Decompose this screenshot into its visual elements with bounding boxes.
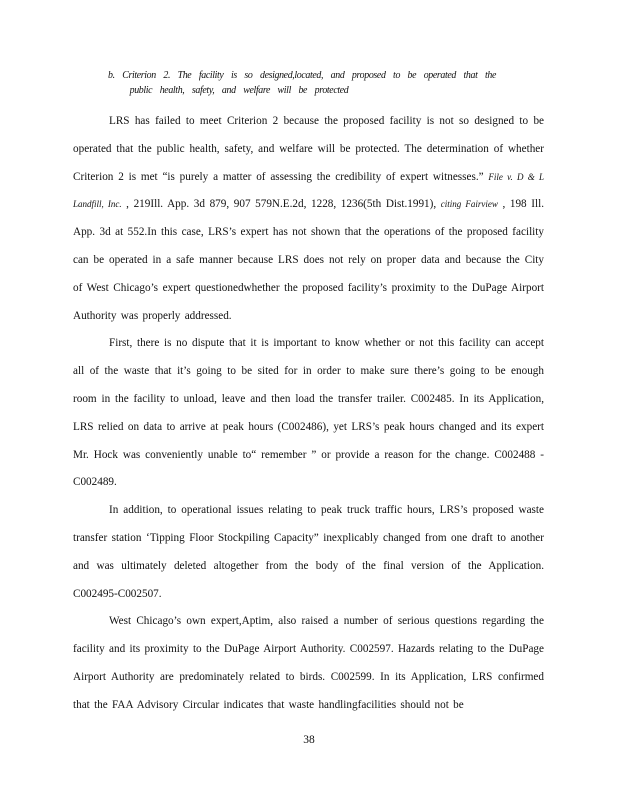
- heading-line-1: b. Criterion 2. The facility is so designed,located, and proposed to be operated that the: [108, 69, 497, 81]
- section-heading: [108, 68, 504, 98]
- case-citation-citing-fairview: citing Fairview: [440, 199, 498, 210]
- paragraph-1-text-b: , 219Ill. App. 3d 879, 907 579N.E.2d, 1228, 1236(5th Dist.1991),: [121, 198, 441, 211]
- page-number: 38: [303, 734, 315, 746]
- paragraph-criterion-2: [73, 108, 544, 330]
- paragraph-1-text-a: LRS has failed to meet Criterion 2 because the proposed facility is not so designed to be operated that the public health, safety, and welfare will be protected. The determination of whether Criterion 2 is met “is purely a matter of assessing the credibility of expert witnesses.”: [73, 115, 544, 183]
- paragraph-tipping-floor: In addition, to operational issues relating to peak truck traffic hours, LRS’s proposed waste transfer station ‘Tipping Floor Stockpiling Capacity” inexplicably changed from one draft to another and was ultimately deleted altogether from the body of the final version of the Application. C002495-C002507.: [73, 504, 544, 600]
- paragraph-airport-authority: West Chicago’s own expert,Aptim, also raised a number of serious questions regarding the facility and its proximity to the DuPage Airport Authority. C002597. Hazards relating to the DuPage Airport Authority are predominately related to birds. C002599. In its Application, LRS confirmed that the FAA Advisory Circular indicates that waste handlingfacilities should not be: [73, 615, 544, 711]
- heading-line-2: public health, safety, and welfare will be protected: [129, 84, 349, 96]
- paragraph-1-text-c: , 198 Ill. App. 3d at 552.In this case, LRS’s expert has not shown that the operations of the proposed facility can be operated in a safe manner because LRS does not rely on proper data and because the City of West Chicago’s expert questionedwhether the proposed facility’s proximity to the DuPage Airport Authority was properly addressed.: [73, 198, 544, 322]
- body-text: [73, 108, 544, 720]
- paragraph-peak-hours: First, there is no dispute that it is important to know whether or not this facility can accept all of the waste that it’s going to be sited for in order to make sure there’s going to be enough room in the facility to unload, leave and then load the transfer trailer. C002485. In its Application, LRS relied on data to arrive at peak hours (C002486), yet LRS’s peak hours changed and its expert Mr. Hock was conveniently unable to“ remember ” or provide a reason for the change. C002488 - C002489.: [73, 337, 544, 489]
- case-citation-file-v-dl-landfill: File v. D & L Landfill, Inc.: [73, 171, 545, 210]
